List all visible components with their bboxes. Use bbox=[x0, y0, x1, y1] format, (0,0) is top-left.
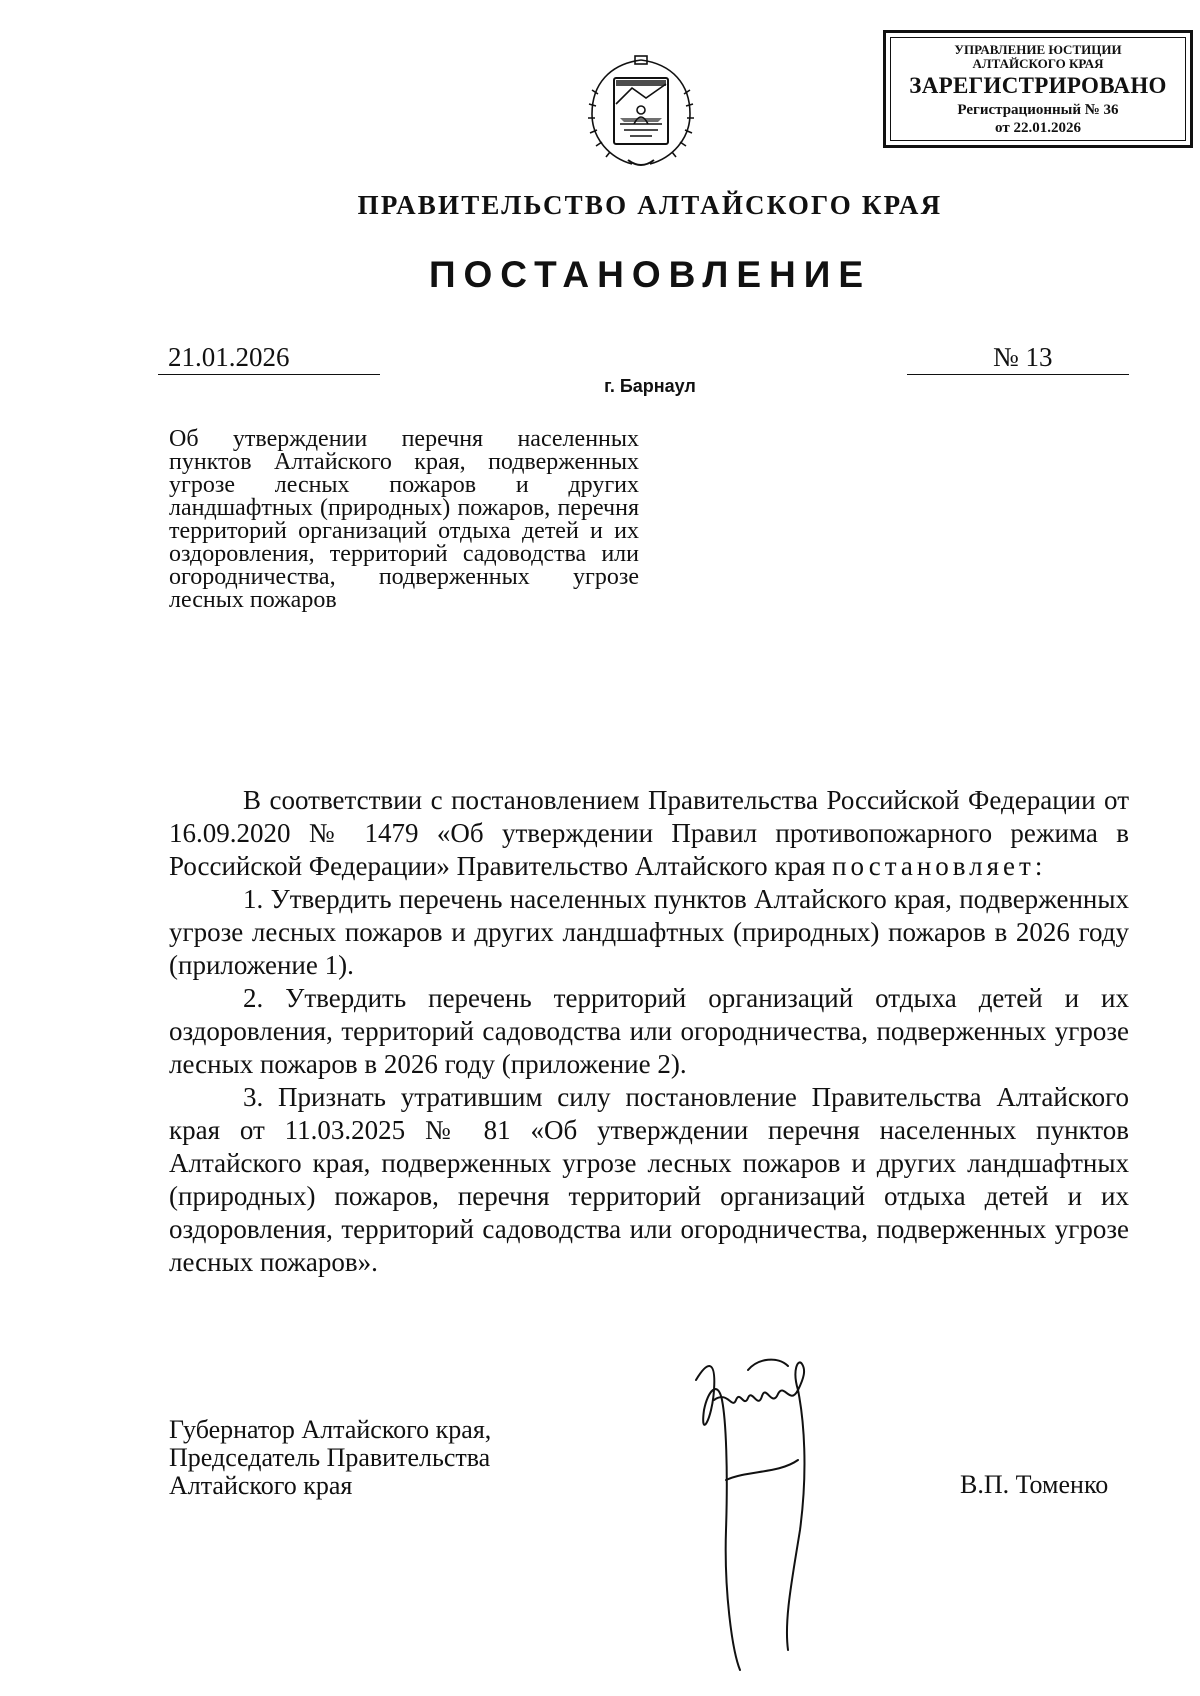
item-paragraph-1: 1. Утвердить перечень населенных пунктов Алтайского края, подверженных угрозе лесных пожаров и других ландшафтных (природных) пожаров в 2026 году (приложение 1). bbox=[169, 884, 1129, 980]
registration-stamp bbox=[883, 30, 1193, 148]
handwritten-signature bbox=[688, 1350, 848, 1680]
preamble-paragraph bbox=[169, 784, 1129, 883]
stamp-reg-number: Регистрационный № 36 bbox=[957, 102, 1119, 118]
stamp-org-line1: УПРАВЛЕНИЕ ЮСТИЦИИ bbox=[954, 42, 1122, 57]
stamp-status: ЗАРЕГИСТРИРОВАНО bbox=[909, 73, 1167, 98]
document-body bbox=[169, 784, 1129, 1279]
signatory-position-line3: Алтайского края bbox=[169, 1471, 353, 1500]
document-number: № 13 bbox=[907, 340, 1129, 375]
government-title: ПРАВИТЕЛЬСТВО АЛТАЙСКОГО КРАЯ bbox=[357, 190, 943, 220]
preamble-text: В соответствии с постановлением Правительства Российской Федерации от 16.09.2020 № 1479 «Об утверждении Правил противопожарного режима в Российской Федерации» Правительство Алтайского края bbox=[169, 785, 1129, 881]
signatory-position-line2: Председатель Правительства bbox=[169, 1443, 491, 1472]
document-city: г. Барнаул bbox=[604, 376, 696, 396]
item-paragraph-3: 3. Признать утратившим силу постановление Правительства Алтайского края от 11.03.2025 № 81 «Об утверждении перечня населенных пунктов Алтайского края, подверженных угрозе лесных пожаров и других ландшафтных (природных) пожаров, перечня территорий организаций отдыха детей и их оздоровления, территорий садоводства или огородничества, подверженных угрозе лесных пожаров». bbox=[169, 1082, 1129, 1277]
document-date: 21.01.2026 bbox=[158, 340, 380, 375]
signatory-position-line1: Губернатор Алтайского края, bbox=[169, 1415, 492, 1444]
signatory-name: В.П. Томенко bbox=[960, 1470, 1109, 1499]
stamp-org-line2: АЛТАЙСКОГО КРАЯ bbox=[972, 56, 1104, 71]
coat-of-arms-icon bbox=[580, 54, 702, 172]
preamble-decree-word: постановляет: bbox=[832, 851, 1047, 881]
document-subject: Об утверждении перечня населенных пунктов Алтайского края, подверженных угрозе лесных пожаров и других ландшафтных (природных) пожаров, перечня территорий организаций отдыха детей и их оздоровления, территорий садоводства или огородничества, подверженных угрозе лесных пожаров bbox=[169, 426, 639, 613]
item-paragraph-2: 2. Утвердить перечень территорий организаций отдыха детей и их оздоровления, территорий садоводства или огородничества, подверженных угрозе лесных пожаров в 2026 году (приложение 2). bbox=[169, 983, 1129, 1079]
document-type: ПОСТАНОВЛЕНИЕ bbox=[428, 254, 872, 295]
stamp-reg-date: от 22.01.2026 bbox=[995, 120, 1081, 136]
signatory-position bbox=[169, 1416, 589, 1500]
stamp-inner-frame bbox=[890, 37, 1186, 141]
